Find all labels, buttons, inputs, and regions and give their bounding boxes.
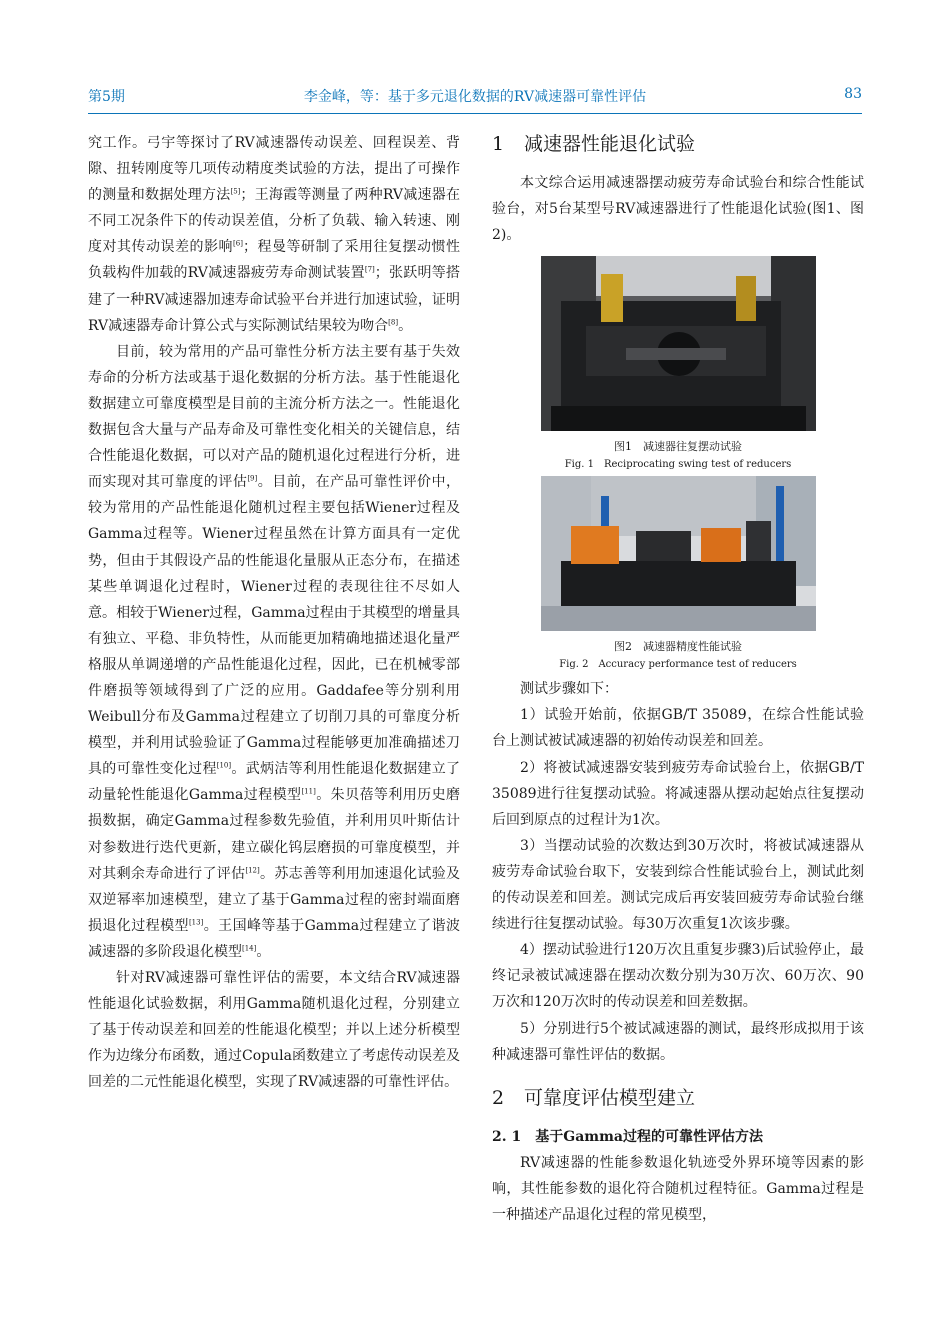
paragraph-2: 目前，较为常用的产品可靠性分析方法主要有基于失效寿命的分析方法或基于退化数据的分析方法。基于性能退化数据建立可靠度模型是目前的主流分析方法之一。性能退化数据包含大量与产品寿命及可靠性变化相关的关键信息，结合性能退化数据，可以对产品的随机退化过程进行分析，进而实现对其可靠度的评估[9]。目前，在产品可靠性评价中，较为常用的产品性能退化随机过程主要包括Wiener过程及Gamma过程等。Wiener过程虽然在计算方面具有一定优势，但由于其假设产品的性能退化量服从正态分布，在描述某些单调退化过程时，Wiener过程的表现往往不尽如人意。相较于Wiener过程，Gamma过程由于其模型的增量具有独立、平稳、非负特性，从而能更加精确地描述退化量严格服从单调递增的产品性能退化过程，因此，已在机械零部件磨损等领域得到了广泛的应用。Gaddafee等分别利用Weibull分布及Gamma过程建立了切削刀具的可靠度分析模型，并利用试验验证了Gamma过程能够更加准确描述刀具的可靠性变化过程[10]。武炳洁等利用性能退化数据建立了动量轮性能退化Gamma过程模型[11]。朱贝蓓等利用历史磨损数据，确定Gamma过程参数先验值，并利用贝叶斯估计对参数进行迭代更新，建立碳化钨层磨损的可靠度模型，并对其剩余寿命进行了评估[12]。苏志善等利用加速退化试验及双逆幂率加速模型，建立了基于Gamma过程的密封端面磨损退化过程模型[13]。王国峰等基于Gamma过程建立了谐波减速器的多阶段退化模型[14]。 xyxy=(88,343,461,960)
steps-intro: 测试步骤如下： xyxy=(520,681,618,698)
left-column xyxy=(88,130,460,1095)
figure-2 xyxy=(492,476,864,672)
figure-2-caption-en: Fig. 2 Accuracy performance test of reducers xyxy=(559,659,797,671)
figure-2-caption-cn: 图2 减速器精度性能试验 xyxy=(614,640,742,654)
step-2: 2）将被试减速器安装到疲劳寿命试验台上，依据GB/T 35089进行往复摆动试验。将减速器从摆动起始点往复摆动后回到原点的过程计为1次。 xyxy=(492,759,864,828)
figure-1-caption-en: Fig. 1 Reciprocating swing test of reducers xyxy=(564,459,792,471)
running-title: 李金峰，等：基于多元退化数据的RV减速器可靠性评估 xyxy=(303,89,647,105)
header-rule xyxy=(88,113,862,114)
page-number: 83 xyxy=(844,86,862,102)
right-column xyxy=(492,130,864,1228)
section-2-1-heading: 2. 1 基于Gamma过程的可靠性评估方法 xyxy=(492,1128,763,1145)
section-2-heading: 2 可靠度评估模型建立 xyxy=(492,1086,696,1109)
paragraph-1: 究工作。弓宇等探讨了RV减速器传动误差、回程误差、背隙、扭转刚度等几项传动精度类试验的方法，提出了可操作的测量和数据处理方法[5]；王海霞等测量了两种RV减速器在不同工况条件下的传动误差值，分析了负载、输入转速、刚度对其传动误差的影响[6]；程曼等研制了采用往复摆动惯性负载构件加载的RV减速器疲劳寿命测试装置[7]；张跃明等搭建了一种RV减速器加速寿命试验平台并进行加速试验，证明RV减速器寿命计算公式与实际测试结果较为吻合[8]。 xyxy=(88,135,461,334)
issue-label: 第5期 xyxy=(88,89,125,105)
figure-2-photo xyxy=(541,476,816,631)
step-3: 3）当摆动试验的次数达到30万次时，将被试减速器从疲劳寿命试验台取下，安装到综合性能试验台上，测试此刻的传动误差和回差。测试完成后再安装回疲劳寿命试验台继续进行往复摆动试验。每30万次重复1次该步骤。 xyxy=(492,837,864,933)
step-5: 5）分别进行5个被试减速器的测试，最终形成拟用于该种减速器可靠性评估的数据。 xyxy=(492,1020,864,1063)
paragraph-3: 针对RV减速器可靠性评估的需要，本文结合RV减速器性能退化试验数据，利用Gamma随机退化过程，分别建立了基于传动误差和回差的性能退化模型；并以上述分析模型作为边缘分布函数，通过Copula函数建立了考虑传动误差及回差的二元性能退化模型，实现了RV减速器的可靠性评估。 xyxy=(88,970,460,1091)
section-1-heading: 1 减速器性能退化试验 xyxy=(492,133,696,155)
figure-1-caption-cn: 图1 减速器往复摆动试验 xyxy=(614,440,742,454)
section-1-intro: 本文综合运用减速器摆动疲劳寿命试验台和综合性能试验台，对5台某型号RV减速器进行了性能退化试验(图1、图2)。 xyxy=(492,175,864,244)
section-2-1-paragraph: RV减速器的性能参数退化轨迹受外界环境等因素的影响，其性能参数的退化符合随机过程特征。Gamma过程是一种描述产品退化过程的常见模型， xyxy=(492,1154,864,1223)
figure-1 xyxy=(492,256,864,472)
running-header xyxy=(88,86,862,112)
swing-test-rig-image xyxy=(541,256,816,431)
accuracy-test-rig-image xyxy=(541,476,816,631)
figure-1-photo xyxy=(541,256,816,431)
step-1: 1）试验开始前，依据GB/T 35089，在综合性能试验台上测试被试减速器的初始传动误差和回差。 xyxy=(492,707,864,750)
step-4: 4）摆动试验进行120万次且重复步骤3)后试验停止，最终记录被试减速器在摆动次数分别为30万次、60万次、90万次和120万次时的传动误差和回差数据。 xyxy=(492,942,864,1011)
